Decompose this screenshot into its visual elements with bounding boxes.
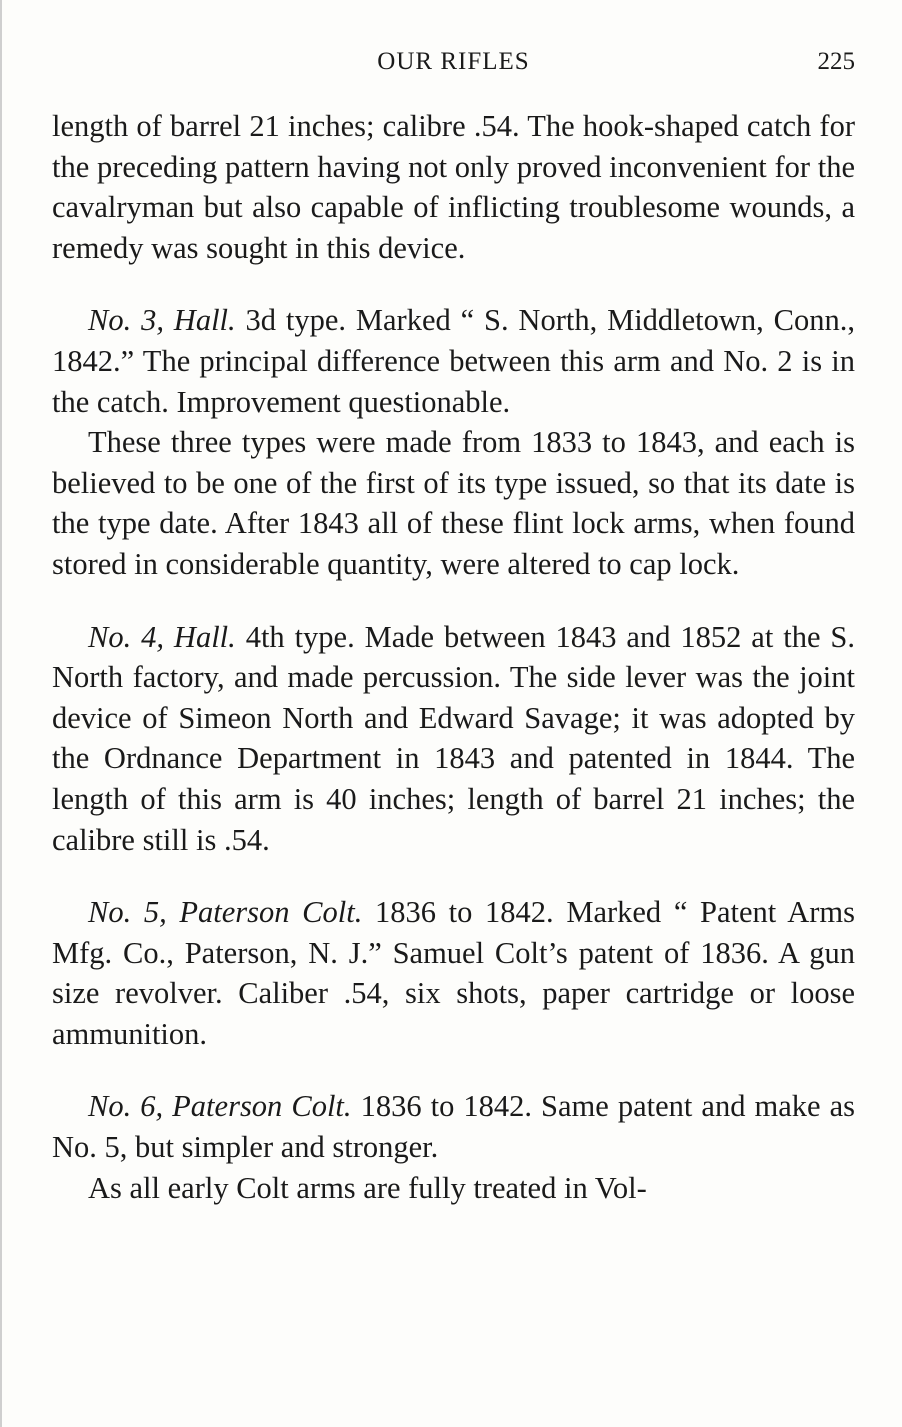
running-head bbox=[52, 48, 855, 84]
body-text bbox=[52, 106, 855, 1208]
paragraph-entry-no-6 bbox=[52, 1086, 855, 1167]
running-title: OUR RIFLES bbox=[377, 48, 530, 75]
paragraph-types-summary bbox=[52, 422, 855, 584]
paragraph-text: These three types were made from 1833 to 1843, and each is believed to be one of the first of its type issued, so that its date is the type date. After 1843 all of these flint lock arms, when found stored in considerable quantity, were altered to cap lock. bbox=[52, 425, 855, 581]
entry-label: No. 3, Hall. bbox=[88, 303, 236, 338]
paragraph-text: As all early Colt arms are fully treated in Vol- bbox=[88, 1170, 647, 1205]
paragraph-text: 3d type. Marked “ S. North, Middletown, Conn., 1842.” The principal difference between this arm and No. 2 is in the catch. Improvement questionable. bbox=[52, 303, 856, 419]
paragraph-entry-no-3 bbox=[52, 300, 855, 422]
paragraph-entry-no-5 bbox=[52, 892, 855, 1054]
entry-label: No. 4, Hall. bbox=[88, 619, 236, 654]
page-number: 225 bbox=[817, 48, 855, 75]
entry-label: No. 6, Paterson Colt. bbox=[88, 1089, 352, 1124]
entry-label: No. 5, Paterson Colt. bbox=[88, 895, 363, 930]
paragraph-text: length of barrel 21 inches; calibre .54. The hook-shaped catch for the preceding pattern having not only proved inconvenient for the cavalryman but also capable of inflicting troublesome wounds, a remedy was sought in this device. bbox=[52, 109, 855, 265]
paragraph-text: 1836 to 1842. Marked “ Patent Arms Mfg. Co., Paterson, N. J.” Samuel Colt’s patent of 1836. A gun size revolver. Caliber .54, six shots, paper cartridge or loose ammunition. bbox=[52, 895, 855, 1051]
paragraph-entry-no-4 bbox=[52, 617, 855, 861]
paragraph-continuation bbox=[52, 106, 855, 268]
paragraph-colt-note bbox=[52, 1168, 855, 1209]
paragraph-text: 1836 to 1842. Same patent and make as No. 5, but simpler and stronger. bbox=[52, 1089, 855, 1165]
paragraph-text: 4th type. Made between 1843 and 1852 at the S. North factory, and made percussion. The side lever was the joint device of Simeon North and Edward Savage; it was adopted by the Ordnance Department in 1843 and patented in 1844. The length of this arm is 40 inches; length of barrel 21 inches; the calibre still is .54. bbox=[52, 619, 855, 857]
